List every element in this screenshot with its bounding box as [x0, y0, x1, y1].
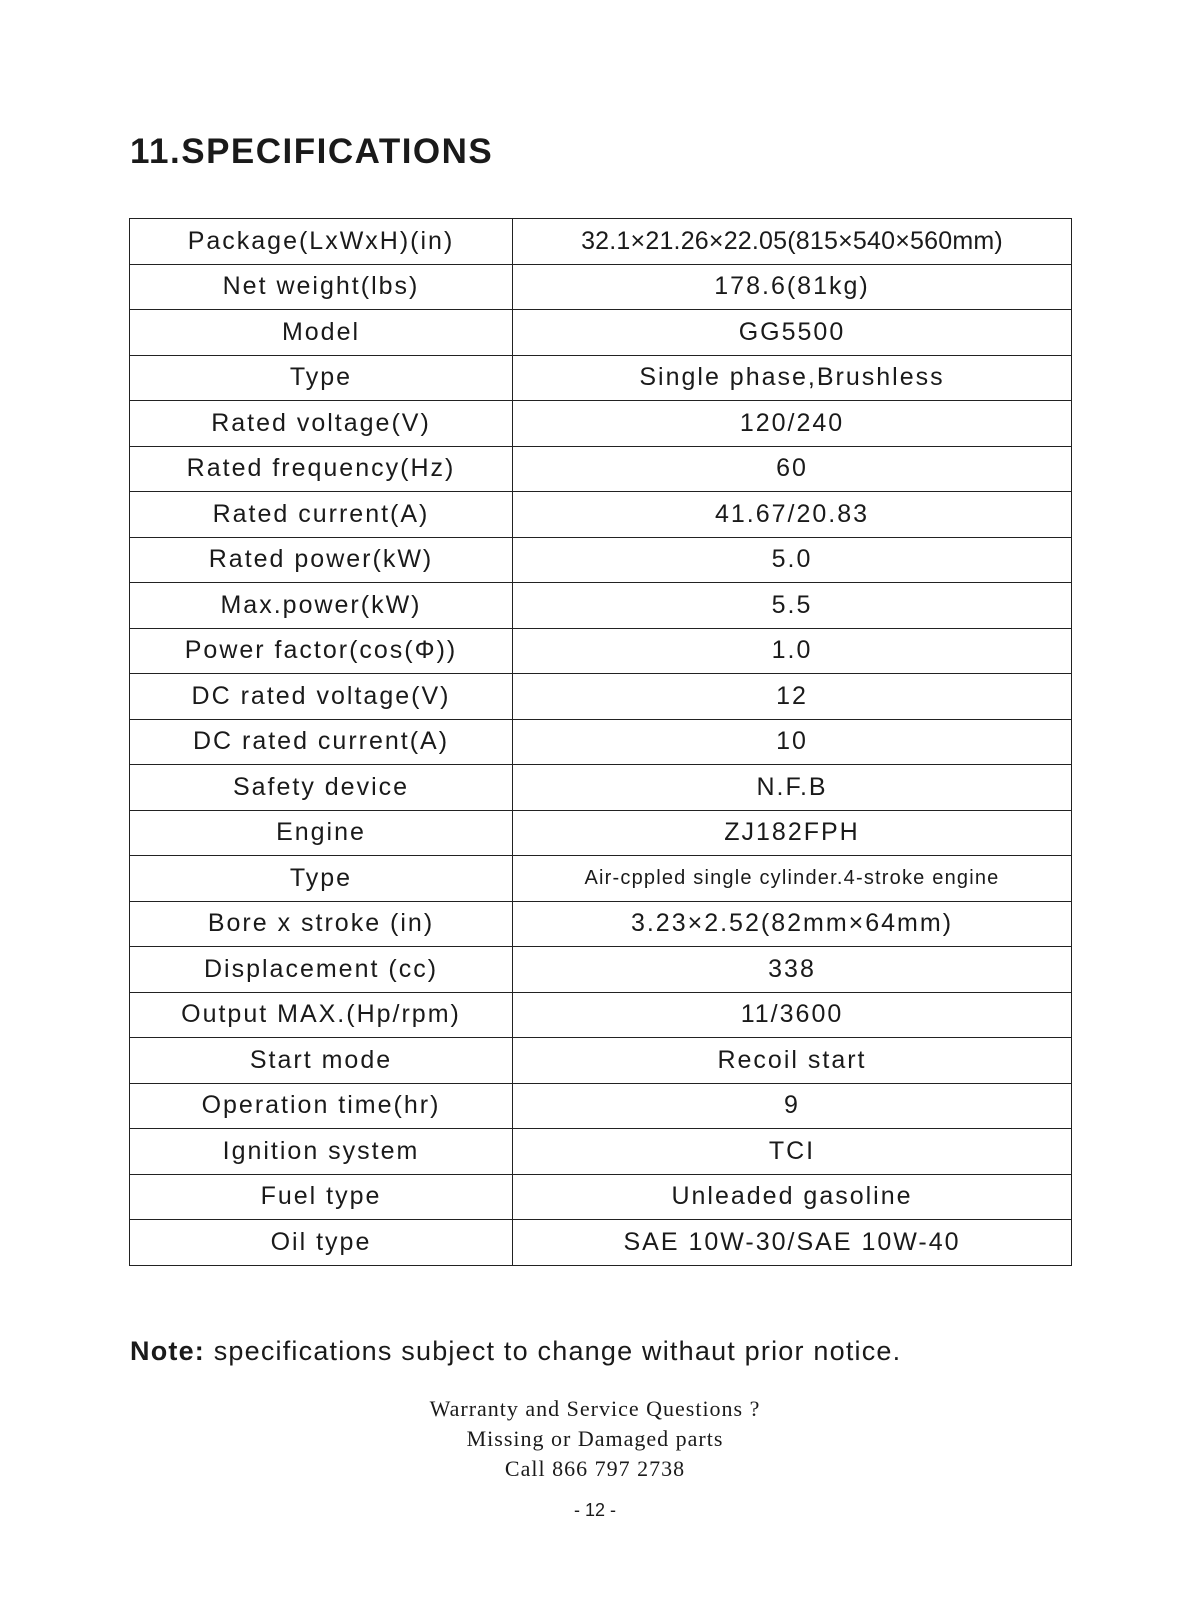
table-row [130, 901, 1072, 947]
specifications-table [129, 218, 1072, 1266]
footer-line-warranty: Warranty and Service Questions ? [429, 1396, 761, 1421]
spec-value-rated-voltage: 120/240 [513, 401, 1072, 447]
spec-value-dc-rated-voltage: 12 [513, 674, 1072, 720]
spec-label-rated-frequency: Rated frequency(Hz) [130, 446, 513, 492]
spec-label-net-weight: Net weight(lbs) [130, 264, 513, 310]
table-row [130, 1083, 1072, 1129]
spec-label-max-power: Max.power(kW) [130, 583, 513, 629]
spec-value-type: Single phase,Brushless [513, 355, 1072, 401]
spec-value-output-max: 11/3600 [513, 992, 1072, 1038]
footer-line-missing-parts: Missing or Damaged parts [466, 1426, 724, 1451]
spec-value-max-power: 5.5 [513, 583, 1072, 629]
spec-label-displacement: Displacement (cc) [130, 947, 513, 993]
service-contact-footer [0, 1394, 1190, 1484]
spec-label-safety-device: Safety device [130, 765, 513, 811]
spec-label-output-max: Output MAX.(Hp/rpm) [130, 992, 513, 1038]
table-row [130, 355, 1072, 401]
table-row [130, 1174, 1072, 1220]
spec-value-power-factor: 1.0 [513, 628, 1072, 674]
spec-value-safety-device: N.F.B [513, 765, 1072, 811]
spec-label-oil-type: Oil type [130, 1220, 513, 1266]
table-row [130, 583, 1072, 629]
spec-label-type: Type [130, 355, 513, 401]
spec-value-rated-frequency: 60 [513, 446, 1072, 492]
table-row [130, 1038, 1072, 1084]
spec-label-bore-stroke: Bore x stroke (in) [130, 901, 513, 947]
table-row [130, 856, 1072, 902]
table-row [130, 947, 1072, 993]
table-row [130, 628, 1072, 674]
spec-label-model: Model [130, 310, 513, 356]
table-row [130, 264, 1072, 310]
footer-line-phone: Call 866 797 2738 [504, 1456, 686, 1481]
spec-value-rated-power: 5.0 [513, 537, 1072, 583]
spec-value-net-weight: 178.6(81kg) [513, 264, 1072, 310]
spec-value-engine-type: Air-cppled single cylinder.4-stroke engine [513, 856, 1072, 902]
table-row [130, 719, 1072, 765]
table-row [130, 492, 1072, 538]
spec-label-engine-type: Type [130, 856, 513, 902]
spec-value-displacement: 338 [513, 947, 1072, 993]
note-label: Note: [130, 1336, 205, 1366]
spec-label-rated-voltage: Rated voltage(V) [130, 401, 513, 447]
spec-label-fuel-type: Fuel type [130, 1174, 513, 1220]
page-number: - 12 - [573, 1500, 616, 1520]
table-row [130, 674, 1072, 720]
table-row [130, 1129, 1072, 1175]
note-text: specifications subject to change withaut prior notice. [205, 1336, 902, 1366]
spec-value-ignition-system: TCI [513, 1129, 1072, 1175]
spec-label-rated-power: Rated power(kW) [130, 537, 513, 583]
spec-label-rated-current: Rated current(A) [130, 492, 513, 538]
table-row [130, 1220, 1072, 1266]
table-row [130, 219, 1072, 265]
table-row [130, 446, 1072, 492]
page-title: 11.SPECIFICATIONS [130, 132, 494, 171]
spec-label-engine: Engine [130, 810, 513, 856]
table-row [130, 810, 1072, 856]
note [130, 1336, 901, 1367]
spec-label-operation-time: Operation time(hr) [130, 1083, 513, 1129]
spec-value-dc-rated-current: 10 [513, 719, 1072, 765]
table-row [130, 765, 1072, 811]
table-row [130, 310, 1072, 356]
spec-label-start-mode: Start mode [130, 1038, 513, 1084]
spec-label-dc-rated-current: DC rated current(A) [130, 719, 513, 765]
spec-value-engine: ZJ182FPH [513, 810, 1072, 856]
spec-label-power-factor: Power factor(cos(Φ)) [130, 628, 513, 674]
spec-value-oil-type: SAE 10W-30/SAE 10W-40 [513, 1220, 1072, 1266]
spec-value-rated-current: 41.67/20.83 [513, 492, 1072, 538]
spec-label-dc-rated-voltage: DC rated voltage(V) [130, 674, 513, 720]
spec-value-bore-stroke: 3.23×2.52(82mm×64mm) [513, 901, 1072, 947]
spec-label-package: Package(LxWxH)(in) [130, 219, 513, 265]
spec-value-model: GG5500 [513, 310, 1072, 356]
table-row [130, 992, 1072, 1038]
spec-value-fuel-type: Unleaded gasoline [513, 1174, 1072, 1220]
spec-value-package: 32.1×21.26×22.05(815×540×560mm) [513, 219, 1072, 265]
spec-value-start-mode: Recoil start [513, 1038, 1072, 1084]
table-row [130, 537, 1072, 583]
spec-label-ignition-system: Ignition system [130, 1129, 513, 1175]
spec-value-operation-time: 9 [513, 1083, 1072, 1129]
table-row [130, 401, 1072, 447]
